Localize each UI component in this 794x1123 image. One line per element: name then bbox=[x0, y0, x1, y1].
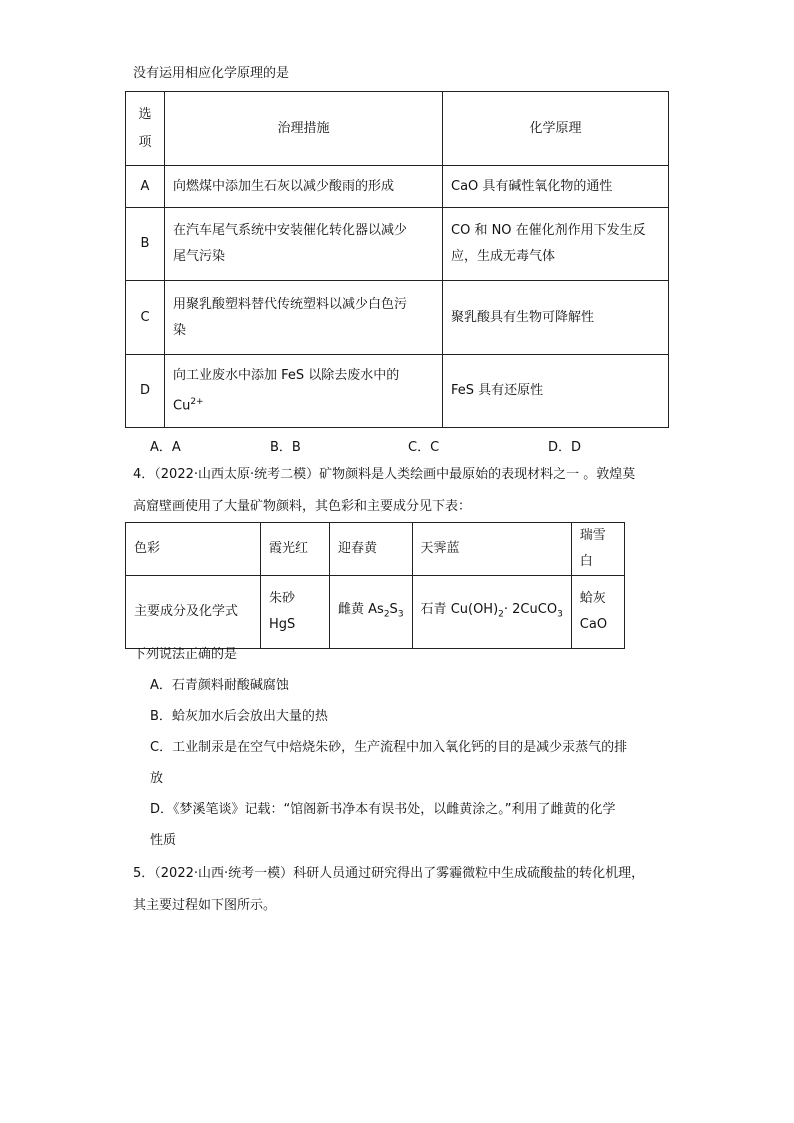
q4-option-d[interactable]: D．《梦溪笔谈》记载：“馆阁新书净本有误书处，以雌黄涂之。”利用了雌黄的化学 bbox=[150, 802, 616, 817]
q4-prompt: 下列说法正确的是 bbox=[133, 647, 238, 662]
cell-red: 霞光红 bbox=[261, 523, 330, 576]
row-option: D bbox=[126, 355, 165, 428]
principle-line: CO 和 NO 在催化剂作用下发生反 bbox=[451, 223, 646, 238]
question-intro-tail: 没有运用相应化学原理的是 bbox=[133, 66, 290, 81]
measure-line: 用聚乳酸塑料替代传统塑料以减少白色污 bbox=[173, 296, 408, 312]
row-principle bbox=[443, 208, 669, 281]
principle-line: CaO 具有碱性氧化物的通性 bbox=[451, 178, 613, 194]
formula-part: As bbox=[368, 601, 384, 617]
row-option: C bbox=[126, 281, 165, 355]
principle-line: 聚乳酸具有生物可降解性 bbox=[451, 309, 595, 325]
formula-sub: 3 bbox=[397, 609, 404, 620]
composition-line: HgS bbox=[269, 617, 296, 632]
composition-line: 蛤灰 bbox=[579, 591, 606, 606]
cell-blue: 天霁蓝 bbox=[412, 523, 571, 576]
table-row bbox=[126, 208, 669, 281]
cell-composition-label: 主要成分及化学式 bbox=[126, 576, 261, 649]
header-principle: 化学原理 bbox=[443, 92, 669, 166]
cell-color-label: 色彩 bbox=[126, 523, 261, 576]
row-principle bbox=[443, 355, 669, 428]
principle-line: 应，生成无毒气体 bbox=[451, 249, 556, 264]
header-option bbox=[126, 92, 165, 166]
row-measure bbox=[165, 166, 443, 208]
choice-b[interactable]: B．B bbox=[270, 440, 301, 455]
q4-stem-line: 高窟壁画使用了大量矿物颜料，其色彩和主要成分见下表： bbox=[133, 499, 472, 514]
formula-sub: 2 bbox=[498, 609, 504, 620]
measure-line: 在汽车尾气系统中安装催化转化器以减少 bbox=[173, 223, 408, 238]
measure-line: 向燃煤中添加生石灰以减少酸雨的形成 bbox=[173, 178, 395, 194]
header-option-char: 项 bbox=[138, 134, 152, 150]
composition-line: CaO bbox=[579, 617, 608, 632]
header-option-char: 选 bbox=[138, 106, 152, 122]
composition-line: 朱砂 bbox=[269, 591, 296, 606]
table-row bbox=[126, 576, 625, 649]
row-principle bbox=[443, 166, 669, 208]
measure-ion bbox=[173, 389, 434, 419]
header-measure: 治理措施 bbox=[165, 92, 443, 166]
q3-options-table bbox=[125, 91, 669, 428]
mineral-name: 雌黄 bbox=[338, 601, 369, 617]
principle-line: FeS 具有还原性 bbox=[451, 383, 544, 398]
cell-blue-composition bbox=[412, 576, 571, 649]
row-principle bbox=[443, 281, 669, 355]
row-measure bbox=[165, 355, 443, 428]
cell-white-composition bbox=[571, 576, 624, 649]
q5-stem-line: 其主要过程如下图所示。 bbox=[133, 898, 277, 913]
row-measure bbox=[165, 281, 443, 355]
table-row bbox=[126, 281, 669, 355]
formula-part: S bbox=[389, 601, 398, 617]
q4-option-d-continued[interactable]: 性质 bbox=[150, 833, 177, 848]
q4-option-b[interactable]: B．蛤灰加水后会放出大量的热 bbox=[150, 709, 328, 724]
choice-c[interactable]: C．C bbox=[408, 440, 440, 455]
table-row bbox=[126, 523, 625, 576]
cell-yellow-composition bbox=[330, 576, 413, 649]
formula-sub: 3 bbox=[557, 609, 563, 620]
cell-white: 瑞雪白 bbox=[571, 523, 624, 576]
row-measure bbox=[165, 208, 443, 281]
q4-option-c[interactable]: C．工业制汞是在空气中焙烧朱砂，生产流程中加入氧化钙的目的是减少汞蒸气的排 bbox=[150, 740, 628, 755]
choice-a[interactable]: A．A bbox=[150, 440, 181, 455]
table-row bbox=[126, 355, 669, 428]
formula-part: Cu(OH) bbox=[450, 601, 499, 617]
measure-line: 尾气污染 bbox=[173, 249, 226, 264]
q4-pigment-table bbox=[125, 522, 625, 649]
measure-line: 向工业废水中添加 FeS 以除去废水中的 bbox=[173, 367, 400, 383]
q5-stem-line: 5．（2022·山西·统考一模）科研人员通过研究得出了雾霾微粒中生成硫酸盐的转化机理， bbox=[133, 866, 645, 881]
table-header-row bbox=[126, 92, 669, 166]
cell-red-composition bbox=[261, 576, 330, 649]
q4-option-c-continued[interactable]: 放 bbox=[150, 771, 164, 786]
ion-symbol: Cu bbox=[173, 398, 191, 414]
mineral-name: 石青 bbox=[420, 601, 451, 617]
row-option: A bbox=[126, 166, 165, 208]
q4-option-a[interactable]: A．石青颜料耐酸碱腐蚀 bbox=[150, 678, 289, 693]
choice-d[interactable]: D．D bbox=[548, 440, 582, 455]
ion-charge: 2+ bbox=[190, 396, 204, 407]
measure-line: 染 bbox=[173, 322, 187, 338]
row-option: B bbox=[126, 208, 165, 281]
formula-part: · 2CuCO bbox=[503, 601, 558, 617]
q4-stem-line: 4．（2022·山西太原·统考二模）矿物颜料是人类绘画中最原始的表现材料之一 。敦煌莫 bbox=[133, 467, 636, 482]
table-row bbox=[126, 166, 669, 208]
q3-choices bbox=[0, 436, 794, 456]
formula-sub: 2 bbox=[383, 609, 390, 620]
cell-yellow: 迎春黄 bbox=[330, 523, 413, 576]
